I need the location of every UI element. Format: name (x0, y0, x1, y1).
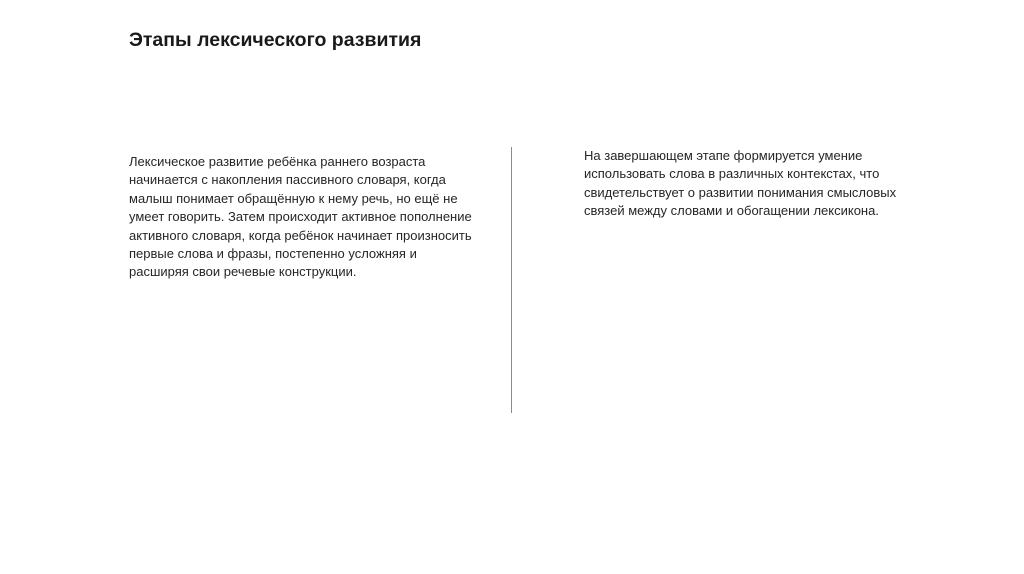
left-column-text: Лексическое развитие ребёнка раннего возраста начинается с накопления пассивного словаря, когда малыш понимает обращённую к нему речь, но ещё не умеет говорить. Затем происходит активное пополнение активного словаря, когда ребёнок начинает произносить первые слова и фразы, постепенно усложняя и расширяя свои речевые конструкции. (129, 154, 472, 280)
right-column-text: На завершающем этапе формируется умение использовать слова в различных контекстах, что свидетельствует о развитии понимания смысловых связей между словами и обогащении лексикона. (584, 148, 897, 219)
slide-title: Этапы лексического развития (129, 29, 422, 51)
column-divider (511, 147, 512, 413)
